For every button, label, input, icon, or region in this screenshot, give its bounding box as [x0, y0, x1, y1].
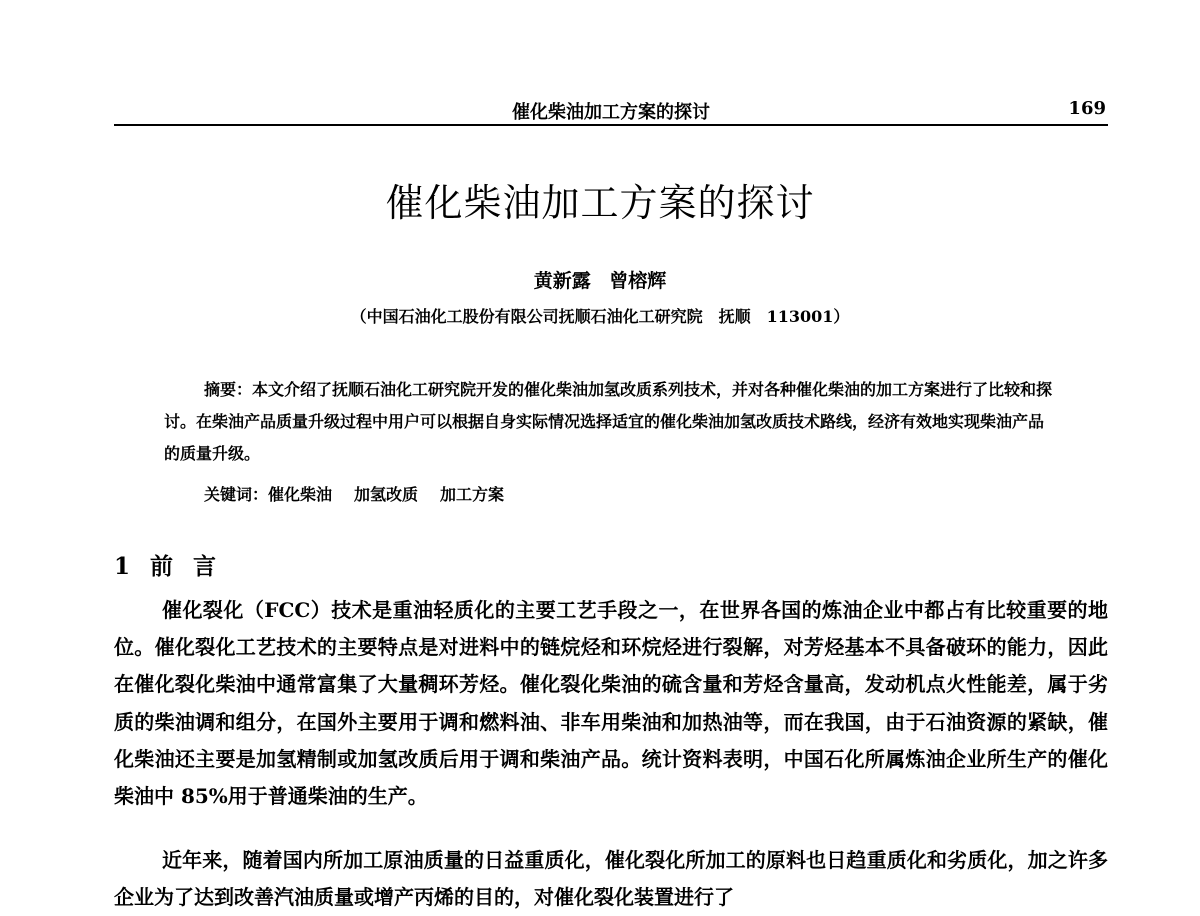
paper-title: 催化柴油加工方案的探讨: [385, 181, 815, 225]
abstract-label: 摘要：: [204, 380, 253, 399]
authors: 黄新露 曾榕辉: [533, 270, 667, 292]
running-header: [114, 94, 1108, 126]
section-heading: 1 前 言: [114, 553, 223, 580]
keyword-item: 催化柴油: [268, 485, 333, 504]
running-title: 催化柴油加工方案的探讨: [512, 102, 710, 123]
body-paragraph: 催化裂化（FCC）技术是重油轻质化的主要工艺手段之一，在世界各国的炼油企业中都占有比较重要的地位。催化裂化工艺技术的主要特点是对进料中的链烷烃和环烷烃进行裂解，对芳烃基本不具备破环的能力，因此在催化裂化柴油中通常富集了大量稠环芳烃。催化裂化柴油的硫含量和芳烃含量高，发动机点火性能差，属于劣质的柴油调和组分，在国外主要用于调和燃料油、非车用柴油和加热油等，而在我国，由于石油资源的紧缺，催化柴油还主要是加氢精制或加氢改质后用于调和柴油产品。统计资料表明，中国石化所属炼油企业所生产的催化柴油中 85%用于普通柴油的生产。: [114, 598, 1108, 809]
affiliation: （中国石油化工股份有限公司抚顺石油化工研究院 抚顺 113001）: [350, 307, 850, 326]
keyword-item: 加工方案: [440, 485, 505, 504]
abstract-text: 本文介绍了抚顺石油化工研究院开发的催化柴油加氢改质系列技术，并对各种催化柴油的加工方案进行了比较和探讨。在柴油产品质量升级过程中用户可以根据自身实际情况选择适宜的催化柴油加氢改质技术路线，经济有效地实现柴油产品的质量升级。: [164, 380, 1053, 463]
keywords: [204, 482, 526, 505]
page-number: 169: [1068, 98, 1106, 119]
keyword-item: 加氢改质: [354, 485, 419, 504]
abstract: [164, 374, 1054, 470]
body-paragraph: 近年来，随着国内所加工原油质量的日益重质化，催化裂化所加工的原料也日趋重质化和劣质化，加之许多企业为了达到改善汽油质量或增产丙烯的目的，对催化裂化装置进行了: [114, 848, 1108, 910]
keywords-label: 关键词：: [204, 485, 269, 504]
